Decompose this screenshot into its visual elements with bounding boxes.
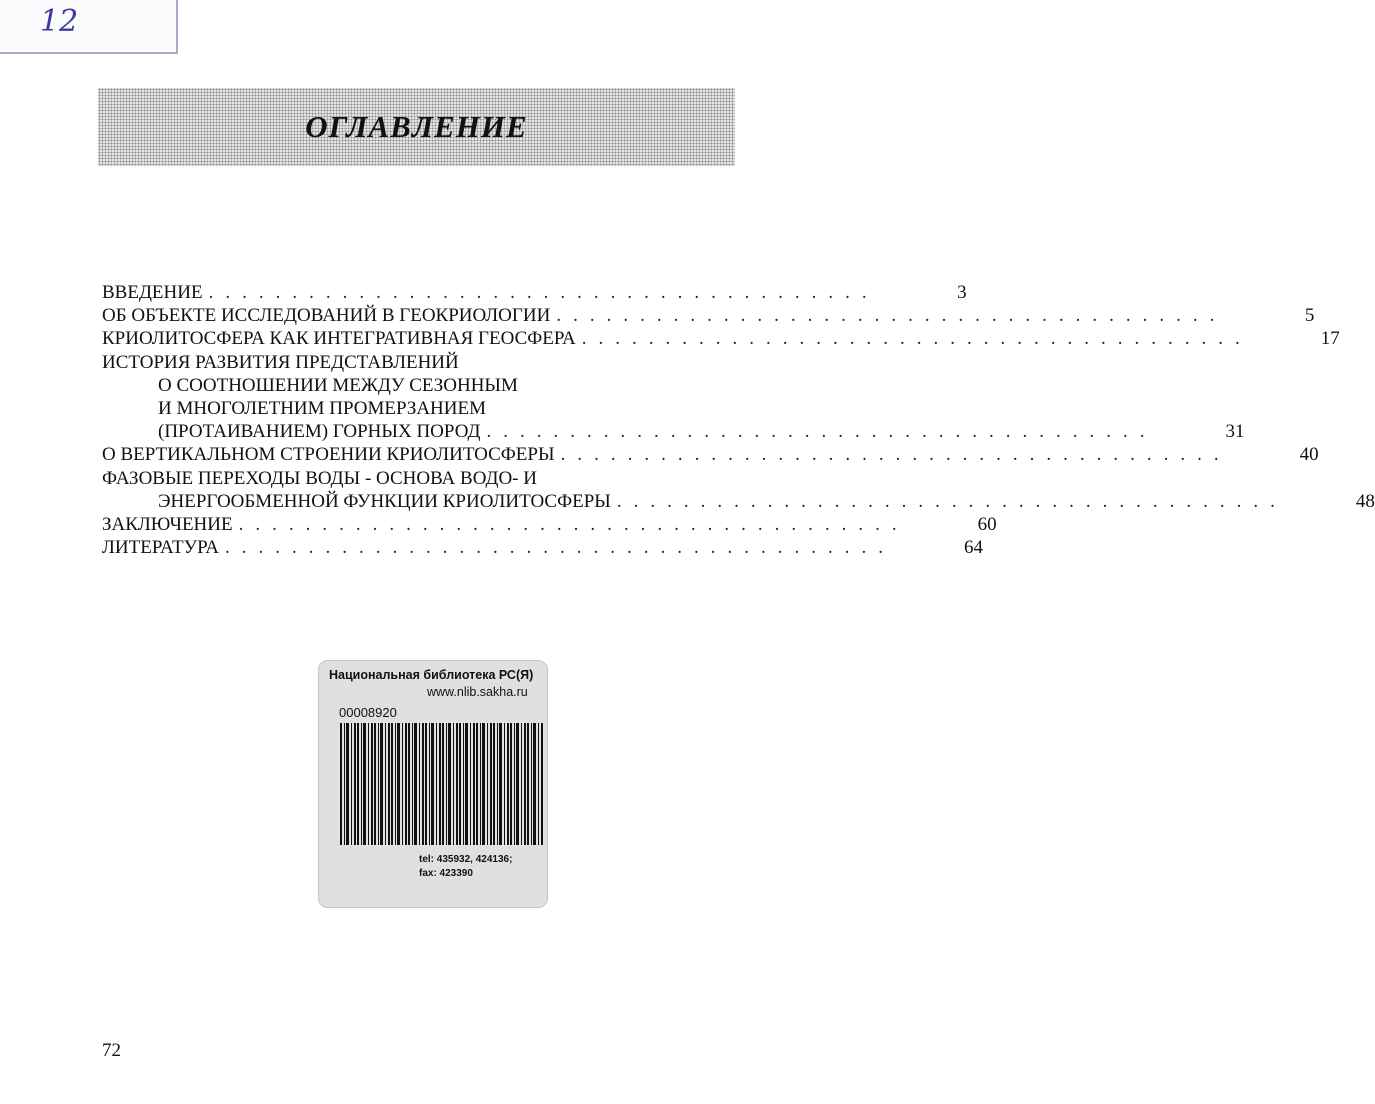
toc-entry-title: О СООТНОШЕНИИ МЕЖДУ СЕЗОННЫМ: [158, 374, 518, 396]
toc-entry: [102, 397, 728, 420]
toc-entry-title: ВВЕДЕНИЕ: [102, 282, 203, 303]
library-barcode-label: [318, 660, 548, 908]
barcode-number: 00008920: [339, 705, 397, 720]
library-fax: fax: 423390: [419, 868, 473, 879]
toc-entry: [102, 281, 967, 304]
toc-entry-title: ЭНЕРГООБМЕННОЙ ФУНКЦИИ КРИОЛИТОСФЕРЫ: [158, 490, 611, 512]
table-of-contents: [102, 281, 1375, 559]
toc-entry: [102, 443, 1319, 466]
toc-entry-title: ИСТОРИЯ РАЗВИТИЯ ПРЕДСТАВЛЕНИЙ: [102, 351, 459, 373]
toc-leader-dots: ........................................: [486, 421, 1157, 443]
library-name: Национальная библиотека РС(Я): [329, 668, 534, 682]
toc-entry-title: ОБ ОБЪЕКТЕ ИССЛЕДОВАНИЙ В ГЕОКРИОЛОГИИ: [102, 305, 551, 327]
barcode-icon: [340, 723, 544, 845]
toc-entry-page: 60: [977, 514, 997, 536]
handwritten-number: 12: [40, 4, 79, 39]
toc-entry: [102, 467, 728, 490]
toc-entry-page: 5: [1304, 305, 1315, 327]
toc-entry: [102, 327, 1340, 350]
toc-leader-dots: ........................................: [560, 444, 1231, 466]
toc-leader-dots: ........................................: [208, 282, 879, 303]
toc-entry-page: 48: [1355, 490, 1375, 512]
page-number: 72: [102, 1040, 121, 1061]
toc-entry-title: И МНОГОЛЕТНИМ ПРОМЕРЗАНИЕМ: [158, 398, 487, 420]
title-band: [98, 88, 735, 166]
toc-entry-title: ЗАКЛЮЧЕНИЕ: [102, 514, 233, 536]
toc-leader-dots: ........................................: [581, 328, 1252, 350]
toc-entry: [102, 374, 728, 397]
library-url: www.nlib.sakha.ru: [427, 685, 528, 699]
toc-entry-page: 40: [1299, 444, 1319, 466]
toc-leader-dots: ........................................: [616, 490, 1287, 512]
toc-entry: [102, 420, 1245, 443]
toc-entry: [102, 513, 997, 536]
toc-entry-page: 17: [1320, 328, 1340, 350]
toc-entry-title: О ВЕРТИКАЛЬНОМ СТРОЕНИИ КРИОЛИТОСФЕРЫ: [102, 444, 555, 466]
toc-entry-page: 31: [1225, 421, 1245, 443]
toc-entry-title: ЛИТЕРАТУРА: [102, 537, 219, 559]
toc-entry-title: ФАЗОВЫЕ ПЕРЕХОДЫ ВОДЫ - ОСНОВА ВОДО- И: [102, 467, 537, 489]
library-phone: tel: 435932, 424136;: [419, 854, 513, 865]
toc-leader-dots: ........................................: [556, 305, 1227, 327]
page-title: ОГЛАВЛЕНИЕ: [305, 109, 528, 144]
toc-entry: [102, 304, 1315, 327]
toc-leader-dots: ........................................: [238, 514, 909, 536]
toc-entry-page: 64: [963, 537, 983, 559]
toc-entry: [102, 536, 983, 559]
toc-leader-dots: ........................................: [224, 537, 895, 559]
toc-entry: [102, 490, 1375, 513]
toc-entry-title: КРИОЛИТОСФЕРА КАК ИНТЕГРАТИВНАЯ ГЕОСФЕРА: [102, 328, 576, 350]
toc-entry-page: 3: [957, 282, 967, 303]
toc-entry: [102, 351, 728, 374]
toc-entry-title: (ПРОТАИВАНИЕМ) ГОРНЫХ ПОРОД: [158, 421, 481, 443]
library-stamp: [0, 0, 178, 54]
